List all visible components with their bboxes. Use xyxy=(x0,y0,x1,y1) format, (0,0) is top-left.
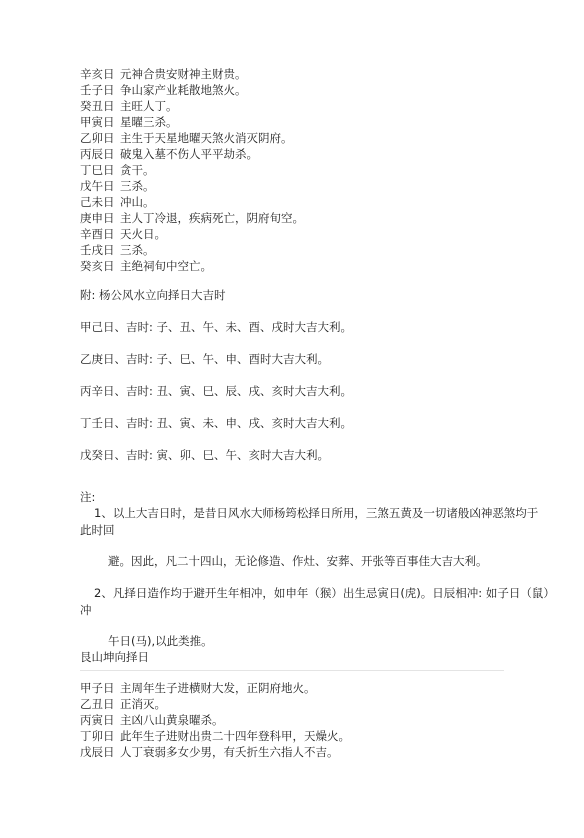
day-row xyxy=(80,696,166,713)
day-row xyxy=(80,114,178,131)
day-description: 主生于天星地曜天煞火消灭阴府。 xyxy=(120,131,293,145)
day-row xyxy=(80,242,155,259)
auspicious-hours-line: 丙辛日、吉时: 丑、寅、巳、辰、戌、亥时大吉大利。 xyxy=(80,384,353,398)
day-description: 元神合贵安财神主财贵。 xyxy=(120,67,247,81)
section-divider xyxy=(80,670,504,671)
day-description: 三杀。 xyxy=(120,243,155,257)
day-description: 主绝祠旬中空亡。 xyxy=(120,259,212,273)
day-row xyxy=(80,226,166,243)
day-description: 贪干。 xyxy=(120,163,155,177)
auspicious-hours-line: 戊癸日、吉时: 寅、卯、巳、午、亥时大吉大利。 xyxy=(80,448,330,462)
day-row xyxy=(80,130,293,147)
day-label: 辛亥日 xyxy=(80,67,115,81)
auspicious-hours-line: 丁壬日、吉时: 丑、寅、未、申、戌、亥时大吉大利。 xyxy=(80,416,353,430)
day-description: 主旺人丁。 xyxy=(120,99,178,113)
day-label: 丁卯日 xyxy=(80,729,115,743)
note-text: 避。因此，凡二十四山，无论修造、作灶、安葬、开张等百事佳大吉大利。 xyxy=(108,554,488,568)
day-label: 丙辰日 xyxy=(80,147,115,161)
section-title: 艮山坤向择日 xyxy=(80,650,149,664)
day-description: 破鬼入墓不伤人平平劫杀。 xyxy=(120,147,258,161)
day-label: 癸亥日 xyxy=(80,259,115,273)
day-label: 壬戌日 xyxy=(80,243,115,257)
auspicious-hours-line: 甲己日、吉时: 子、丑、午、未、酉、戌时大吉大利。 xyxy=(80,320,353,334)
day-label: 甲子日 xyxy=(80,681,115,695)
day-description: 主凶八山黄泉曜杀。 xyxy=(120,713,224,727)
day-description: 此年生子进财出贵二十四年登科甲，天燥火。 xyxy=(120,729,350,743)
day-row xyxy=(80,258,212,275)
note-text: 此时回 xyxy=(80,523,115,537)
day-label: 戊辰日 xyxy=(80,745,115,759)
day-description: 争山家产业耗散地煞火。 xyxy=(120,83,247,97)
note-text: 1、以上大吉日时，是昔日风水大师杨筠松择日所用，三煞五黄及一切诸般凶神恶煞均于 xyxy=(94,506,539,520)
day-description: 正消灭。 xyxy=(120,697,166,711)
day-label: 壬子日 xyxy=(80,83,115,97)
day-label: 辛酉日 xyxy=(80,227,115,241)
day-row xyxy=(80,146,258,163)
day-label: 乙丑日 xyxy=(80,697,115,711)
day-row xyxy=(80,98,178,115)
day-row xyxy=(80,162,155,179)
day-row xyxy=(80,210,304,227)
day-description: 天火日。 xyxy=(120,227,166,241)
day-row xyxy=(80,712,224,729)
day-label: 丙寅日 xyxy=(80,713,115,727)
note-text: 冲 xyxy=(80,603,92,617)
day-label: 丁巳日 xyxy=(80,163,115,177)
day-row xyxy=(80,744,339,761)
day-description: 人丁衰弱多女少男，有夭折生六指人不吉。 xyxy=(120,745,339,759)
day-row xyxy=(80,680,316,697)
note-text: 午日(马),以此类推。 xyxy=(108,634,213,648)
notes-label: 注: xyxy=(80,490,96,504)
day-label: 甲寅日 xyxy=(80,115,115,129)
day-label: 己未日 xyxy=(80,195,115,209)
appendix-title: 附: 杨公风水立向择日大吉时 xyxy=(80,288,226,302)
day-label: 癸丑日 xyxy=(80,99,115,113)
day-row xyxy=(80,728,350,745)
day-label: 戊午日 xyxy=(80,179,115,193)
day-description: 冲山。 xyxy=(120,195,155,209)
day-row xyxy=(80,66,247,83)
day-row xyxy=(80,82,247,99)
day-description: 主周年生子进横财大发，正阴府地火。 xyxy=(120,681,316,695)
day-row xyxy=(80,178,155,195)
auspicious-hours-line: 乙庚日、吉时: 子、巳、午、申、酉时大吉大利。 xyxy=(80,352,330,366)
day-label: 乙卯日 xyxy=(80,131,115,145)
day-row xyxy=(80,194,155,211)
day-description: 星曜三杀。 xyxy=(120,115,178,129)
day-description: 三杀。 xyxy=(120,179,155,193)
note-text: 2、凡择日造作均于避开生年相冲，如申年（猴）出生忌寅日(虎)。日辰相冲: 如子日（鼠） xyxy=(94,586,555,600)
day-description: 主人丁冷退，疾病死亡，阴府旬空。 xyxy=(120,211,304,225)
day-label: 庚申日 xyxy=(80,211,115,225)
